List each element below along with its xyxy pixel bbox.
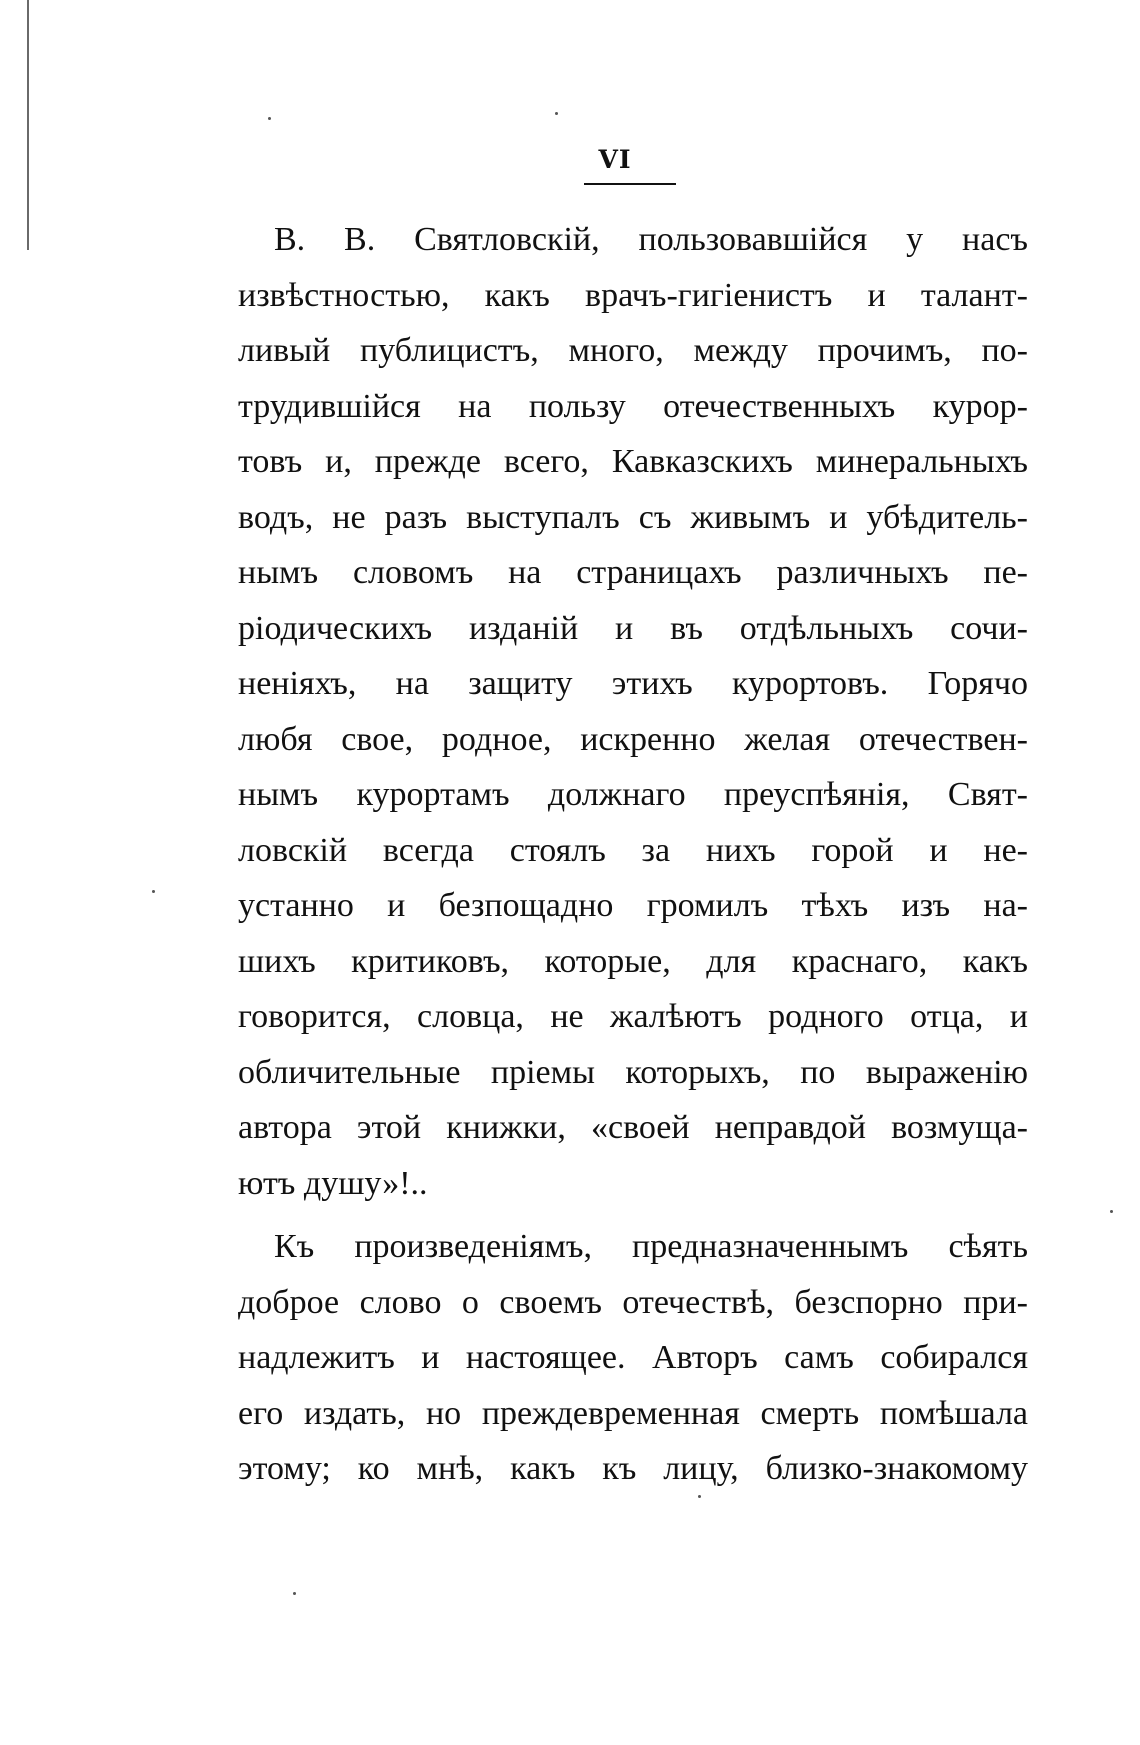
paragraph-gap: [238, 1211, 1028, 1219]
text-line: товъ и, прежде всего, Кавказскихъ минеральныхъ: [238, 443, 1028, 480]
scan-speck: [293, 1592, 296, 1595]
text-line: устанно и безпощадно громилъ тѣхъ изъ на-: [238, 887, 1028, 924]
text-line: любя свое, родное, искренно желая отечествен-: [238, 720, 1028, 758]
text-line: ливый публицистъ, много, между прочимъ, по-: [238, 332, 1028, 369]
text-line: ютъ душу»!..: [238, 1164, 428, 1202]
text-line: Къ произведеніямъ, предназначеннымъ сѣять: [274, 1228, 1028, 1265]
scan-speck: [1110, 1210, 1113, 1213]
text-line: надлежитъ и настоящее. Авторъ самъ собирался: [238, 1339, 1028, 1376]
text-line: ловскій всегда стоялъ за нихъ горой и не-: [238, 831, 1028, 869]
scan-speck: [152, 890, 155, 893]
text-line: доброе слово о своемъ отечествѣ, безспорно при-: [238, 1283, 1028, 1321]
text-line: неніяхъ, на защиту этихъ курортовъ. Горячо: [238, 665, 1028, 702]
text-line: извѣстностью, какъ врачъ-гигіенистъ и талант-: [238, 276, 1028, 314]
text-line: трудившійся на пользу отечественныхъ курор-: [238, 387, 1028, 425]
text-line: обличительные пріемы которыхъ, по выраженію: [238, 1053, 1028, 1091]
text-line: нымъ курортамъ должнаго преуспѣянія, Свят-: [238, 776, 1028, 813]
page-number: VI: [598, 145, 632, 174]
text-line: шихъ критиковъ, которые, для краснаго, какъ: [238, 942, 1028, 980]
text-line: его издать, но преждевременная смерть помѣшала: [238, 1394, 1028, 1432]
scan-speck: [698, 1495, 701, 1498]
page-number-rule: [584, 183, 676, 185]
text-line: В. В. Святловскій, пользовавшійся у насъ: [274, 221, 1028, 258]
body-text: [238, 212, 1028, 1497]
scan-speck: [555, 112, 558, 115]
text-line: говорится, словца, не жалѣютъ родного отца, и: [238, 998, 1028, 1035]
text-line: нымъ словомъ на страницахъ различныхъ пе-: [238, 554, 1028, 591]
text-line: этому; ко мнѣ, какъ къ лицу, близко-знакомому: [238, 1450, 1028, 1487]
binding-edge: [27, 0, 29, 250]
text-line: ріодическихъ изданій и въ отдѣльныхъ сочи-: [238, 609, 1028, 647]
scan-speck: [268, 117, 271, 120]
text-line: автора этой книжки, «своей неправдой возмуща-: [238, 1109, 1028, 1146]
paragraph-1: [238, 212, 1028, 1211]
paragraph-2: [238, 1219, 1028, 1497]
text-line: водъ, не разъ выступалъ съ живымъ и убѣдитель-: [238, 498, 1028, 536]
